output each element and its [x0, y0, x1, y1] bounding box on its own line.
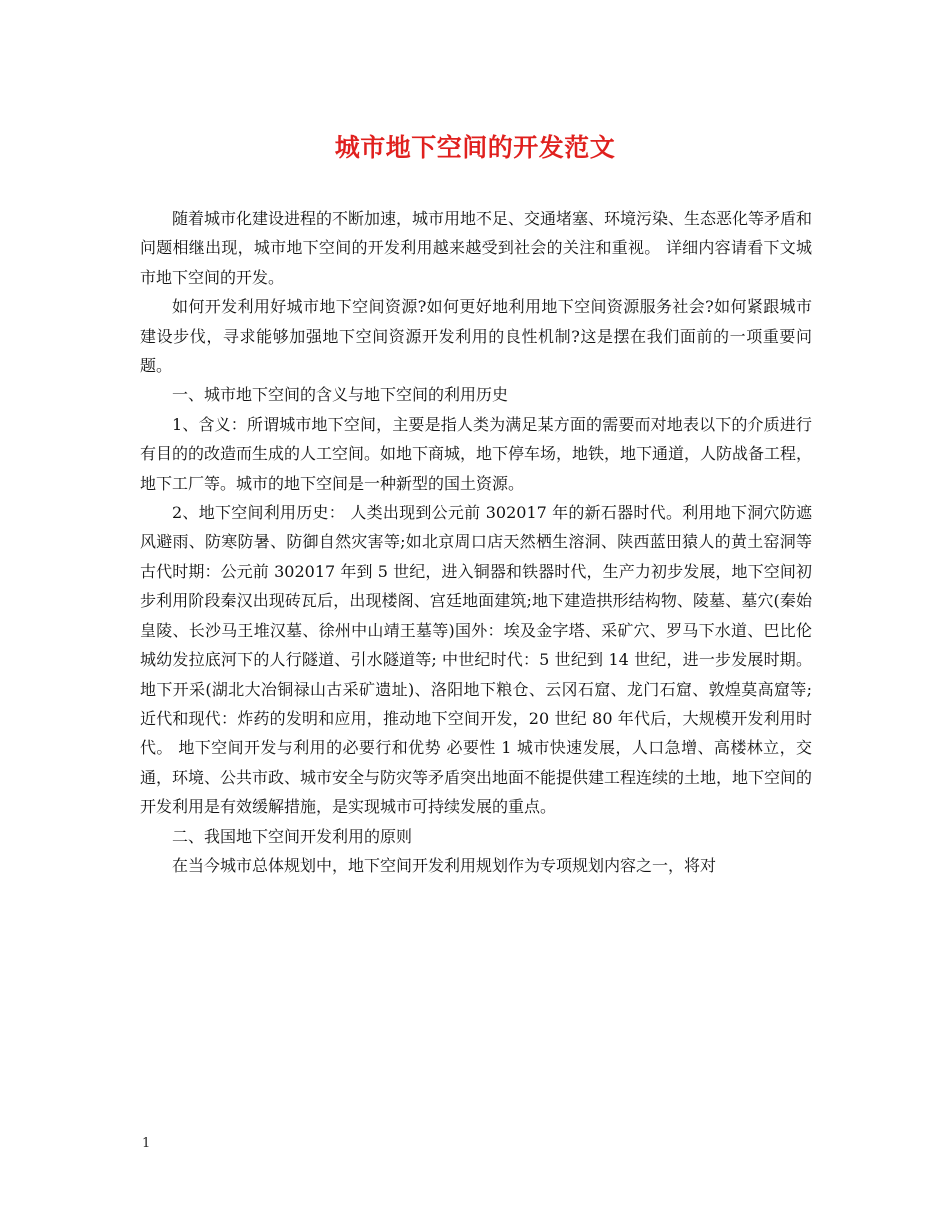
- paragraph: 2、地下空间利用历史： 人类出现到公元前 302017 年的新石器时代。利用地下洞穴防遮风避雨、防寒防暑、防御自然灾害等;如北京周口店天然栖生溶洞、陕西蓝田猿人的黄土窑洞等 古代时期：公元前 302017 年到 5 世纪，进入铜器和铁器时代，生产力初步发展，地下空间初步利用阶段秦汉出现砖瓦后，出现楼阁、宫廷地面建筑;地下建造拱形结构物、陵墓、墓穴(秦始皇陵、长沙马王堆汉墓、徐州中山靖王墓等)国外：埃及金字塔、采矿穴、罗马下水道、巴比伦城幼发拉底河下的人行隧道、引水隧道等; 中世纪时代：5 世纪到 14 世纪，进一步发展时期。地下开采(湖北大冶铜禄山古采矿遗址)、洛阳地下粮仓、云冈石窟、龙门石窟、敦煌莫高窟等; 近代和现代：炸药的发明和应用，推动地下空间开发，20 世纪 80 年代后，大规模开发利用时代。 地下空间开发与利用的必要行和优势 必要性 1 城市快速发展，人口急增、高楼林立，交通，环境、公共市政、城市安全与防灾等矛盾突出地面不能提供建工程连续的土地，地下空间的开发利用是有效缓解措施，是实现城市可持续发展的重点。: [140, 503, 813, 817]
- paragraph: 随着城市化建设进程的不断加速，城市用地不足、交通堵塞、环境污染、生态恶化等矛盾和问题相继出现，城市地下空间的开发利用越来越受到社会的关注和重视。 详细内容请看下文城市地下空间的开发。: [140, 209, 813, 287]
- paragraph: 在当今城市总体规划中，地下空间开发利用规划作为专项规划内容之一，将对: [172, 855, 717, 875]
- document-body: [140, 204, 812, 880]
- section-heading: 二、我国地下空间开发利用的原则: [172, 826, 413, 846]
- page-number: 1: [142, 1136, 151, 1151]
- section-heading: 一、城市地下空间的含义与地下空间的利用历史: [172, 385, 509, 405]
- paragraph: 如何开发利用好城市地下空间资源?如何更好地利用地下空间资源服务社会?如何紧跟城市建设步伐，寻求能够加强地下空间资源开发利用的良性机制?这是摆在我们面前的一项重要问题。: [140, 297, 812, 376]
- paragraph: 1、含义：所谓城市地下空间，主要是指人类为满足某方面的需要而对地表以下的介质进行有目的的改造而生成的人工空间。如地下商城，地下停车场，地铁，地下通道，人防战备工程，地下工厂等。城市的地下空间是一种新型的国土资源。: [140, 414, 813, 493]
- document-title: 城市地下空间的开发范文: [334, 133, 616, 162]
